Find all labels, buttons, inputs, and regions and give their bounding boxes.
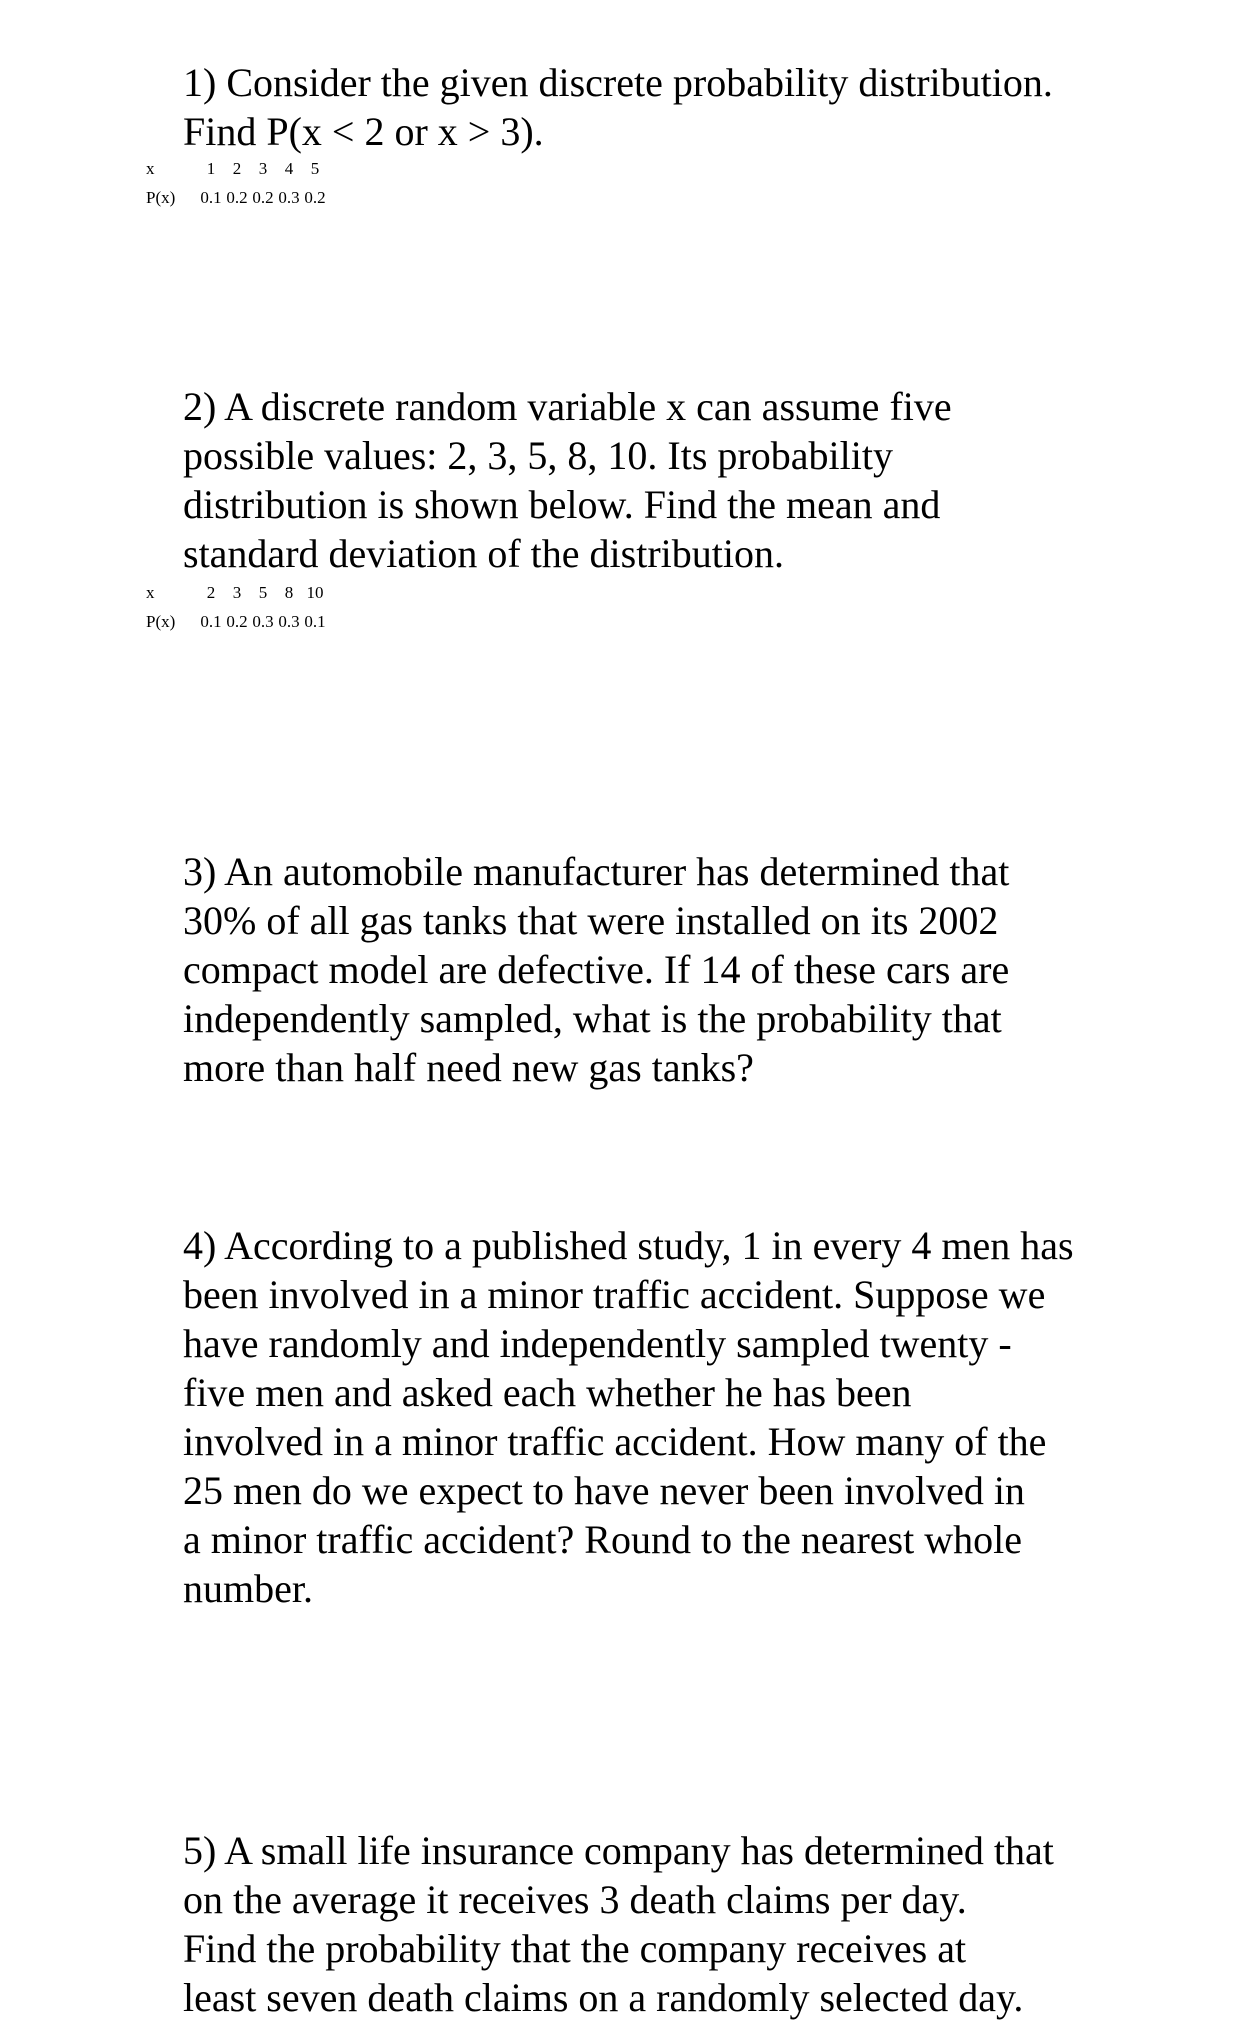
row-label-x: x [146,159,155,178]
question-text-line: five men and asked each whether he has been [183,1370,912,1415]
question-text-line: been involved in a minor traffic accident. Suppose we [183,1272,1046,1317]
table-cell: 0.2 [226,612,248,631]
question-text-line: 30% of all gas tanks that were installed on its 2002 [183,898,999,943]
question-text-line: Find P(x < 2 or x > 3). [183,109,544,154]
distribution-table-2 [146,578,328,636]
question-text-line: 1) Consider the given discrete probability distribution. [183,60,1053,105]
question-number: 2) [183,384,217,429]
table-cell: 0.2 [252,188,274,207]
question-number: 5) [183,1828,217,1873]
question-text-line: standard deviation of the distribution. [183,531,784,576]
question-text-line: distribution is shown below. Find the mean and [183,482,941,527]
table-cell: 0.1 [200,612,222,631]
question-number: 3) [183,849,217,894]
question-3-text [183,847,1171,1092]
question-5-text [183,1826,1171,2022]
question-text-line: on the average it receives 3 death claims per day. [183,1877,967,1922]
question-text-line: involved in a minor traffic accident. How many of the [183,1419,1047,1464]
question-text-line: a minor traffic accident? Round to the nearest whole [183,1517,1022,1562]
row-label-x: x [146,583,155,602]
question-4-text [183,1221,1171,1613]
table-row-px [146,607,328,636]
table-cell: 3 [258,159,268,178]
question-text-line: have randomly and independently sampled twenty - [183,1321,1012,1366]
table-cell: 0.1 [200,188,222,207]
table-cell: 2 [206,583,216,602]
question-2-text [183,382,1171,578]
table-row-px [146,183,328,212]
table-cell: 5 [310,159,320,178]
question-text-line: compact model are defective. If 14 of these cars are [183,947,1010,992]
question-text-line: least seven death claims on a randomly selected day. [183,1975,1024,2020]
question-text-line: number. [183,1566,313,1611]
table-row-x [146,154,328,183]
row-label-px: P(x) [146,612,176,631]
table-cell: 0.2 [226,188,248,207]
table-cell: 0.3 [278,188,300,207]
table-cell: 0.3 [252,612,274,631]
table-cell: 0.2 [304,188,326,207]
table-cell: 5 [258,583,268,602]
question-number: 1) [183,60,217,105]
question-text-line: 25 men do we expect to have never been involved in [183,1468,1025,1513]
table-cell: 10 [306,583,324,602]
row-label-px: P(x) [146,188,176,207]
question-text-line: 2) A discrete random variable x can assume five [183,384,952,429]
question-text-line: 5) A small life insurance company has determined that [183,1828,1054,1873]
question-text-line: possible values: 2, 3, 5, 8, 10. Its probability [183,433,893,478]
distribution-table-1 [146,154,328,212]
question-text-line: Find the probability that the company receives at [183,1926,967,1971]
question-text-line: independently sampled, what is the probability that [183,996,1002,1041]
question-text-line: 4) According to a published study, 1 in every 4 men has [183,1223,1074,1268]
table-cell: 1 [206,159,216,178]
table-cell: 0.3 [278,612,300,631]
question-text-line: 3) An automobile manufacturer has determined that [183,849,1010,894]
table-cell: 3 [232,583,242,602]
table-row-x [146,578,328,607]
table-cell: 8 [284,583,294,602]
table-cell: 2 [232,159,242,178]
table-cell: 0.1 [304,612,326,631]
table-cell: 4 [284,159,294,178]
question-1-text [183,58,1171,156]
question-text-line: more than half need new gas tanks? [183,1045,754,1090]
question-number: 4) [183,1223,217,1268]
